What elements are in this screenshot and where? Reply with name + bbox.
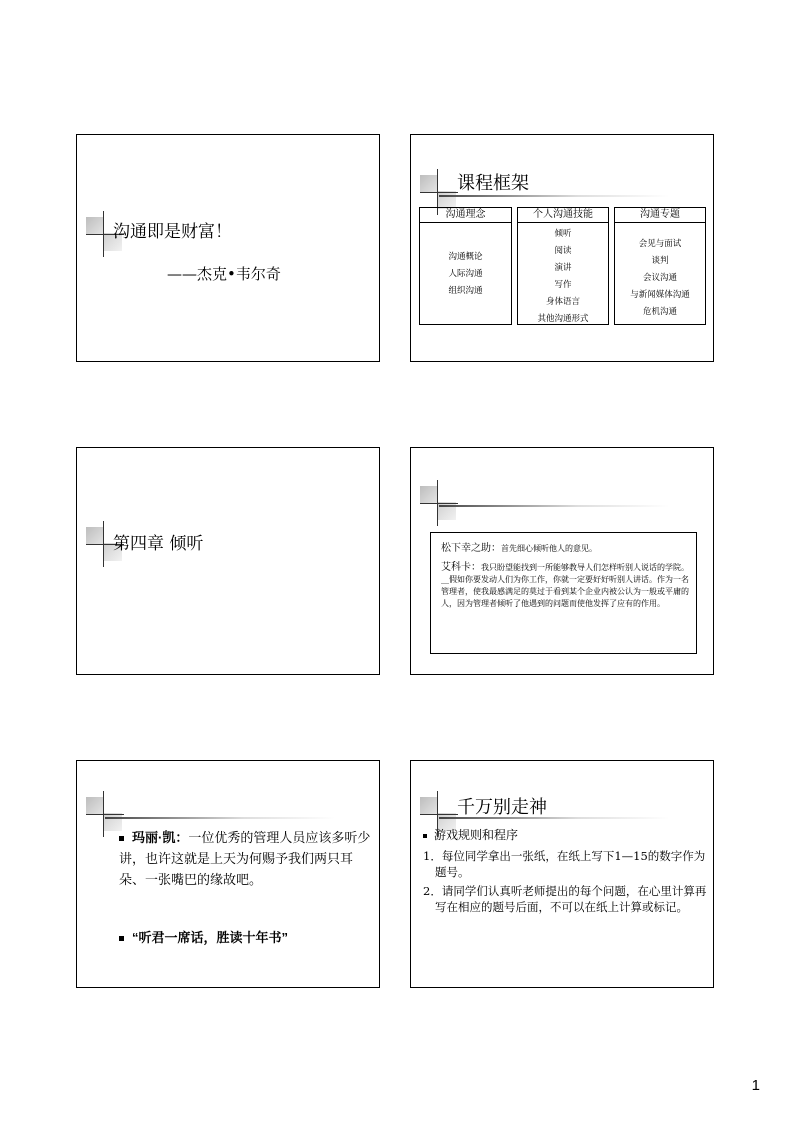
quote-text: 首先细心倾听他人的意见。 — [501, 544, 597, 553]
slide-title: 课程框架 — [457, 173, 529, 194]
quote-text: 一位优秀的管理人员应该多听少讲，也许这就是上天为何赐予我们两只耳朵、一张嘴巴的缘故吧。 — [119, 831, 371, 888]
quote-author: 玛丽·凯： — [132, 830, 189, 845]
bullet-icon — [423, 834, 427, 838]
list-item: 阅读 — [554, 245, 572, 255]
slide-3 — [76, 447, 380, 675]
bullet-text: “听君一席话，胜读十年书” — [132, 930, 289, 945]
numbered-item: 2．请同学们认真听老师提出的每个问题，在心里计算再写在相应的题号后面，不可以在纸上计算或标记。 — [423, 884, 707, 914]
list-item: 会议沟通 — [642, 272, 677, 282]
bullet-item — [423, 827, 518, 843]
slide-6 — [410, 760, 714, 988]
slide-2 — [410, 134, 714, 362]
list-item: 演讲 — [554, 262, 572, 272]
bullet-text: 游戏规则和程序 — [434, 828, 519, 842]
slide-1 — [76, 134, 380, 362]
list-item: 身体语言 — [545, 296, 580, 306]
quote-author: 艾科卡： — [441, 562, 481, 573]
list-item: 倾听 — [554, 228, 572, 238]
slide-title: 沟通即是财富！ — [113, 222, 232, 242]
quote-author: 松下幸之助： — [441, 543, 501, 554]
page-number: 1 — [751, 1077, 760, 1094]
title-underline — [105, 817, 335, 819]
framework-column-3 — [614, 207, 706, 325]
slide-5 — [76, 760, 380, 988]
list-item: 人际沟通 — [448, 268, 483, 278]
title-underline — [439, 195, 669, 197]
list-item: 写作 — [554, 279, 572, 289]
bullet-item — [119, 927, 373, 949]
numbered-item: 1．每位同学拿出一张纸，在纸上写下1—15的数字作为题号。 — [423, 849, 706, 879]
list-item: 与新闻媒体沟通 — [630, 289, 690, 299]
list-item: 危机沟通 — [642, 306, 677, 316]
list-item: 谈判 — [651, 255, 669, 265]
slide-author: ——杰克•韦尔奇 — [167, 265, 281, 283]
list-item: 会见与面试 — [638, 238, 682, 248]
quote-box — [430, 532, 697, 654]
quote-text: 我只盼望能找到一所能够教导人们怎样听别人说话的学院。__假如你要发动人们为你工作，你就一定要好好听别人讲话。作为一名管理者，使我最感满足的莫过于看到某个企业内被公认为一般或平庸的人，因为管理者倾听了他遇到的问题而使他发挥了应有的作用。 — [441, 563, 689, 608]
bullet-icon — [119, 936, 124, 941]
framework-column-2 — [517, 207, 609, 325]
bullet-item — [119, 827, 373, 891]
list-item: 其他沟通形式 — [537, 313, 589, 323]
title-underline — [439, 505, 669, 507]
list-item: 沟通概论 — [448, 251, 483, 261]
slide-decoration — [420, 480, 460, 528]
slide-title: 千万别走神 — [457, 797, 547, 818]
column-header: 个人沟通技能 — [518, 208, 608, 223]
slide-4 — [410, 447, 714, 675]
bullet-icon — [119, 836, 124, 841]
slide-title: 第四章 倾听 — [113, 534, 204, 554]
column-header: 沟通理念 — [420, 208, 511, 223]
column-header: 沟通专题 — [615, 208, 705, 223]
list-item: 组织沟通 — [448, 285, 483, 295]
framework-column-1 — [419, 207, 512, 325]
